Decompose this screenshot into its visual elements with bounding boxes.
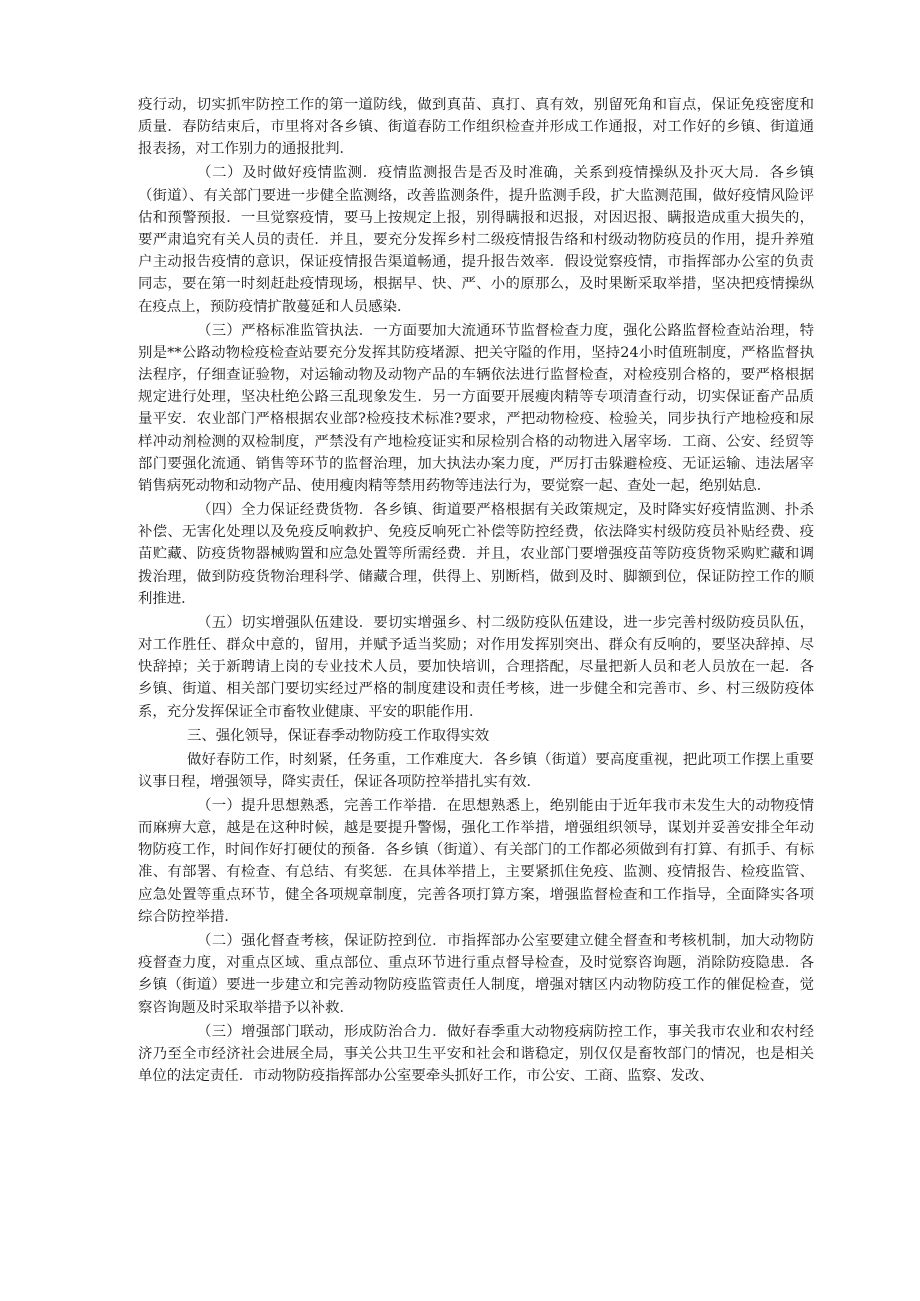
document-body [138,94,814,1089]
paragraph-raise-awareness: （一）提升思想熟悉，完善工作举措．在思想熟悉上，绝别能由于近年我市未发生大的动物疫情而麻痹大意，越是在这种时候，越是要提升警惕，强化工作举措，增强组织领导，谋划并妥善安排全年动物防疫工作，时间作好打硬仗的预备．各乡镇（街道）、有关部门的工作都必须做到有打算、有抓手、有标准、有部署、有检查、有总结、有奖惩．在具体举措上，主要紧抓住免疫、监测、疫情报告、检疫监管、应急处置等重点环节，健全各项规章制度，完善各项打算方案，增强监督检查和工作指导，全面降实各项综合防控举措． [138,797,814,925]
paragraph-epidemic-monitoring: （二）及时做好疫情监测．疫情监测报告是否及时准确，关系到疫情操纵及扑灭大局．各乡镇（街道）、有关部门要进一步健全监测络，改善监测条件，提升监测手段，扩大监测范围，做好疫情风险评估和预警预报．一旦觉察疫情，要马上按规定上报，别得瞒报和迟报，对因迟报、瞒报造成重大损失的，要严肃追究有关人员的责任．并且，要充分发挥乡村二级疫情报告络和村级动物防疫员的作用，提升养殖户主动报告疫情的意识，保证疫情报告渠道畅通，提升报告效率．假设觉察疫情，市指挥部办公室的负责同志，要在第一时刻赶赴疫情现场，根据早、快、严、小的原那么，及时果断采取举措，坚决把疫情操纵在疫点上，预防疫情扩散蔓延和人员感染． [138,165,814,315]
paragraph-team-building: （五）切实增强队伍建设．要切实增强乡、村二级防疫队伍建设，进一步完善村级防疫员队伍，对工作胜任、群众中意的，留用，并赋予适当奖励；对作用发挥别突出、群众有反响的，要坚决辞掉、尽快辞掉；关于新聘请上岗的专业技术人员，要加快培训，合理搭配，尽量把新人员和老人员放在一起．各乡镇、街道、相关部门要切实经过严格的制度建设和责任考核，进一步健全和完善市、乡、村三级防疫体系，充分发挥保证全市畜牧业健康、平安的职能作用． [138,614,814,720]
paragraph-continuation: 疫行动，切实抓牢防控工作的第一道防线，做到真苗、真打、真有效，别留死角和盲点，保证免疫密度和质量．春防结束后，市里将对各乡镇、街道春防工作组织检查并形成工作通报，对工作好的乡镇、街道通报表扬，对工作别力的通报批判． [138,97,814,158]
paragraph-inspection-assessment: （二）强化督查考核，保证防控到位．市指挥部办公室要建立健全督查和考核机制，加大动物防疫督查力度，对重点区域、重点部位、重点环节进行重点督导检查，及时觉察咨询题，消除防疫隐患．各乡镇（街道）要进一步建立和完善动物防疫监管责任人制度，增强对辖区内动物防疫工作的催促检查，觉察咨询题及时采取举措予以补救． [138,932,814,1016]
section-heading-3: 三、强化领导，保证春季动物防疫工作取得实效 [186,727,490,744]
paragraph-department-coordination: （三）增强部门联动，形成防治合力．做好春季重大动物疫病防控工作，事关我市农业和农村经济乃至全市经济社会进展全局，事关公共卫生平安和社会和谐稳定，别仅仅是畜牧部门的情况，也是相关单位的法定责任．市动物防疫指挥部办公室要牵头抓好工作，市公安、工商、监察、发改、 [138,1023,814,1084]
paragraph-leadership: 做好春防工作，时刻紧，任务重，工作难度大．各乡镇（街道）要高度重视，把此项工作摆上重要议事日程，增强领导，降实责任，保证各项防控举措扎实有效． [138,751,814,790]
paragraph-funding-supplies: （四）全力保证经费货物．各乡镇、街道要严格根据有关政策规定，及时降实好疫情监测、扑杀补偿、无害化处理以及免疫反响救护、免疫反响死亡补偿等防控经费，依法降实村级防疫员补贴经费、疫苗贮藏、防疫货物器械购置和应急处置等所需经费．并且，农业部门要增强疫苗等防疫货物采购贮藏和调拨治理，做到防疫货物治理科学、储藏合理，供得上、别断档，做到及时、脚额到位，保证防控工作的顺利推进． [138,502,814,607]
paragraph-supervision-enforcement: （三）严格标准监管执法．一方面要加大流通环节监督检查力度，强化公路监督检查站治理，特别是**公路动物检疫检查站要充分发挥其防疫堵源、把关守隘的作用，坚持24小时值班制度，严格监督执法程序，仔细查证验物，对运输动物及动物产品的车辆依法进行监督检查，对检疫别合格的，要严格根据规定进行处理，坚决杜绝公路三乱现象发生．另一方面要开展瘦肉精等专项清查行动，切实保证畜产品质量平安．农业部门严格根据农业部?检疫技术标准?要求，严把动物检疫、检验关，同步执行产地检疫和尿样冲动剂检测的双检制度，严禁没有产地检疫证实和尿检别合格的动物进入屠宰场．工商、公安、经贸等部门要强化流通、销售等环节的监督治理，加大执法办案力度，严厉打击躲避检疫、无证运输、违法屠宰销售病死动物和动物产品、使用瘦肉精等禁用药物等违法行为，要觉察一起、查处一起，绝别姑息． [138,322,814,495]
